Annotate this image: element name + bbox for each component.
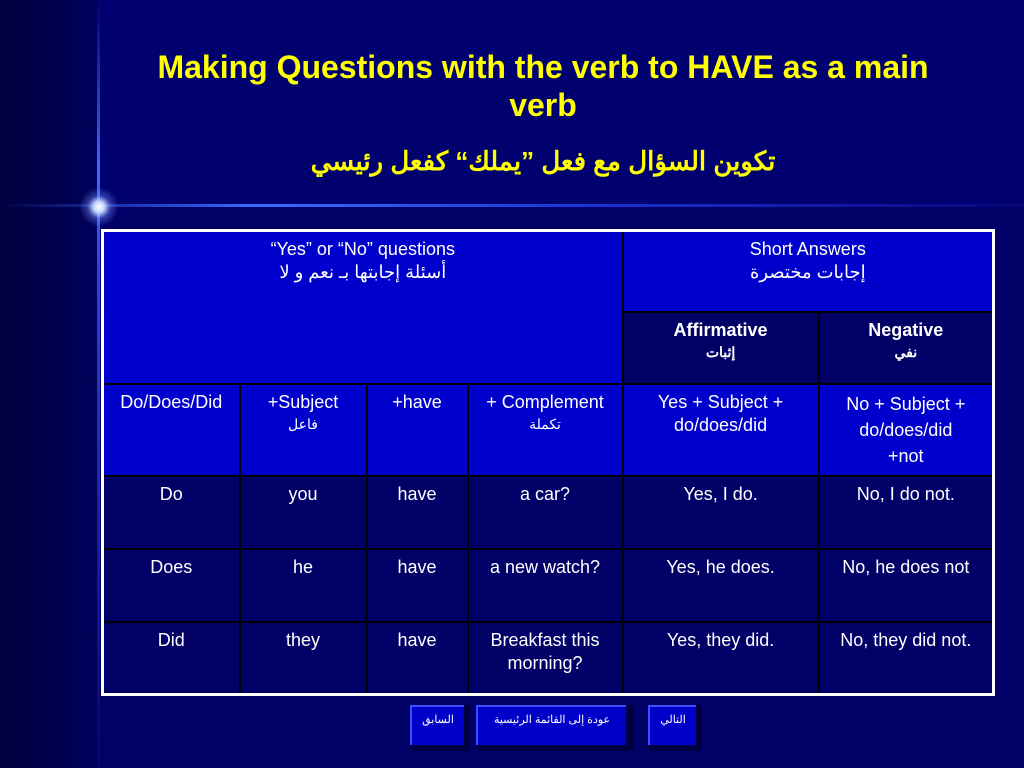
table-row (103, 476, 994, 549)
row-complement-cell: Breakfast this morning? (468, 622, 623, 695)
row-affirmative-cell: Yes, I do. (623, 476, 819, 549)
row-subject-cell: he (240, 549, 367, 622)
pattern-complement-label-arabic: تكملة (529, 415, 561, 432)
row-verb-cell: have (367, 622, 468, 695)
previous-button-label: السابق (422, 714, 454, 726)
slide-subtitle-arabic: تكوين السؤال مع فعل ”يملك“ كفعل رئيسي (310, 146, 776, 176)
pattern-complement-label: + Complement (486, 391, 604, 412)
horizontal-glow-line (0, 204, 1024, 207)
row-negative-cell: No, I do not. (819, 476, 994, 549)
row-aux-cell: Did (103, 622, 240, 695)
previous-button[interactable] (410, 705, 466, 747)
short-answers-header-label: Short Answers (749, 239, 866, 259)
slide-title: Making Questions with the verb to HAVE as a main verb (157, 49, 929, 123)
pattern-aux-cell: Do/Does/Did (103, 384, 240, 476)
pattern-subject-label: +Subject (267, 391, 339, 412)
sparkle-icon (79, 187, 119, 227)
row-affirmative-cell: Yes, they did. (623, 622, 819, 695)
home-button[interactable] (476, 705, 628, 747)
pattern-negative-line1: No + Subject + do/does/did (846, 393, 966, 440)
row-aux-cell: Does (103, 549, 240, 622)
questions-header-label-arabic: أسئلة إجابتها بـ نعم و لا (279, 262, 447, 282)
affirmative-header-label-arabic: إثبات (705, 343, 736, 360)
negative-header-label-arabic: نفي (894, 343, 918, 360)
pattern-negative-cell (819, 384, 994, 476)
affirmative-header-label: Affirmative (673, 319, 768, 340)
pattern-complement-cell (468, 384, 623, 476)
questions-header (103, 231, 623, 384)
next-button-label: التالي (660, 714, 686, 726)
left-decoration-strip (0, 0, 98, 768)
row-verb-cell: have (367, 549, 468, 622)
short-answers-header-label-arabic: إجابات مختصرة (749, 262, 866, 282)
short-answers-header (623, 231, 994, 312)
pattern-subject-cell (240, 384, 367, 476)
next-button[interactable] (648, 705, 698, 747)
table-row (103, 622, 994, 695)
questions-header-label: “Yes” or “No” questions (270, 239, 455, 259)
row-verb-cell: have (367, 476, 468, 549)
row-negative-cell: No, they did not. (819, 622, 994, 695)
row-negative-cell: No, he does not (819, 549, 994, 622)
row-aux-cell: Do (103, 476, 240, 549)
table-row (103, 549, 994, 622)
pattern-affirmative-cell: Yes + Subject + do/does/did (623, 384, 819, 476)
pattern-row (103, 384, 994, 476)
row-affirmative-cell: Yes, he does. (623, 549, 819, 622)
home-button-label: عودة إلى القائمة الرئيسية (493, 714, 611, 726)
row-subject-cell: they (240, 622, 367, 695)
row-subject-cell: you (240, 476, 367, 549)
row-complement-cell: a new watch? (468, 549, 623, 622)
affirmative-header (623, 312, 819, 384)
negative-header-label: Negative (868, 319, 944, 340)
pattern-negative-line2: +not (888, 445, 924, 466)
negative-header (819, 312, 994, 384)
vertical-glow-line (97, 0, 100, 768)
grammar-table (101, 229, 995, 696)
row-complement-cell: a car? (468, 476, 623, 549)
pattern-verb-cell: +have (367, 384, 468, 476)
pattern-subject-label-arabic: فاعل (288, 415, 318, 432)
